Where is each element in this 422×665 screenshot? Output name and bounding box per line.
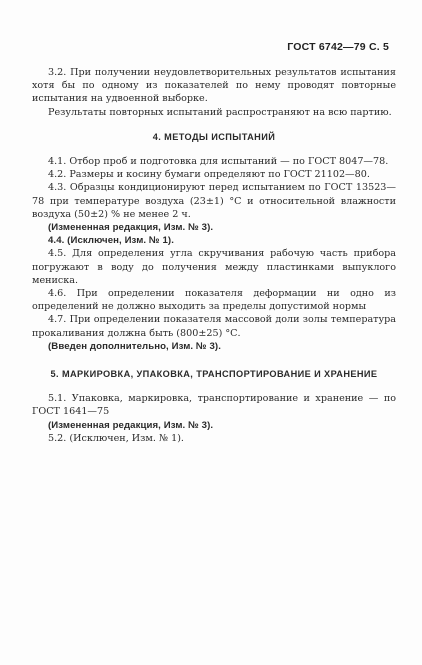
paragraph-4-7: 4.7. При определении показателя массовой доли золы температура прокаливания должна быть (800±25) °С.: [32, 314, 396, 339]
section-5-title: 5. МАРКИРОВКА, УПАКОВКА, ТРАНСПОРТИРОВАНИЕ И ХРАНЕНИЕ: [50, 369, 378, 380]
amendment-note-3: (Измененная редакция, Изм. № 3).: [48, 419, 214, 431]
page-header: ГОСТ 6742—79 С. 5: [287, 41, 389, 53]
amendment-note-2: (Введен дополнительно, Изм. № 3).: [48, 340, 221, 352]
paragraph-4-2: 4.2. Размеры и косину бумаги определяют по ГОСТ 21102—80.: [48, 169, 370, 181]
document-body: [32, 66, 396, 445]
paragraph-4-5: 4.5. Для определения угла скручивания рабочую часть прибора погружают в воду до получения между пластинками выпуклого мениска.: [32, 248, 396, 286]
amendment-note-1: (Измененная редакция, Изм. № 3).: [48, 222, 214, 234]
paragraph-5-1: 5.1. Упаковка, маркировка, транспортирование и хранение — по ГОСТ 1641—75: [32, 393, 396, 418]
paragraph-4-3: 4.3. Образцы кондиционируют перед испытанием по ГОСТ 13523—78 при температуре воздуха (23±1) °С и относительной влажности воздуха (50±2) % не менее 2 ч.: [32, 182, 396, 220]
paragraph-3-2: 3.2. При получении неудовлетворительных результатов испытания хотя бы по одному из показателей по нему проводят повторные испытания на удвоенной выборке.: [32, 67, 396, 105]
paragraph-4-4: 4.4. (Исключен, Изм. № 1).: [48, 235, 174, 247]
section-4-title: 4. МЕТОДЫ ИСПЫТАНИЙ: [152, 131, 276, 142]
paragraph-results: Результаты повторных испытаний распространяют на всю партию.: [48, 106, 392, 118]
paragraph-4-1: 4.1. Отбор проб и подготовка для испытаний — по ГОСТ 8047—78.: [48, 156, 389, 168]
paragraph-4-6: 4.6. При определении показателя деформации ни одно из определений не должно выходить за пределы допустимой нормы: [32, 288, 396, 313]
paragraph-5-2: 5.2. (Исключен, Изм. № 1).: [48, 432, 184, 444]
